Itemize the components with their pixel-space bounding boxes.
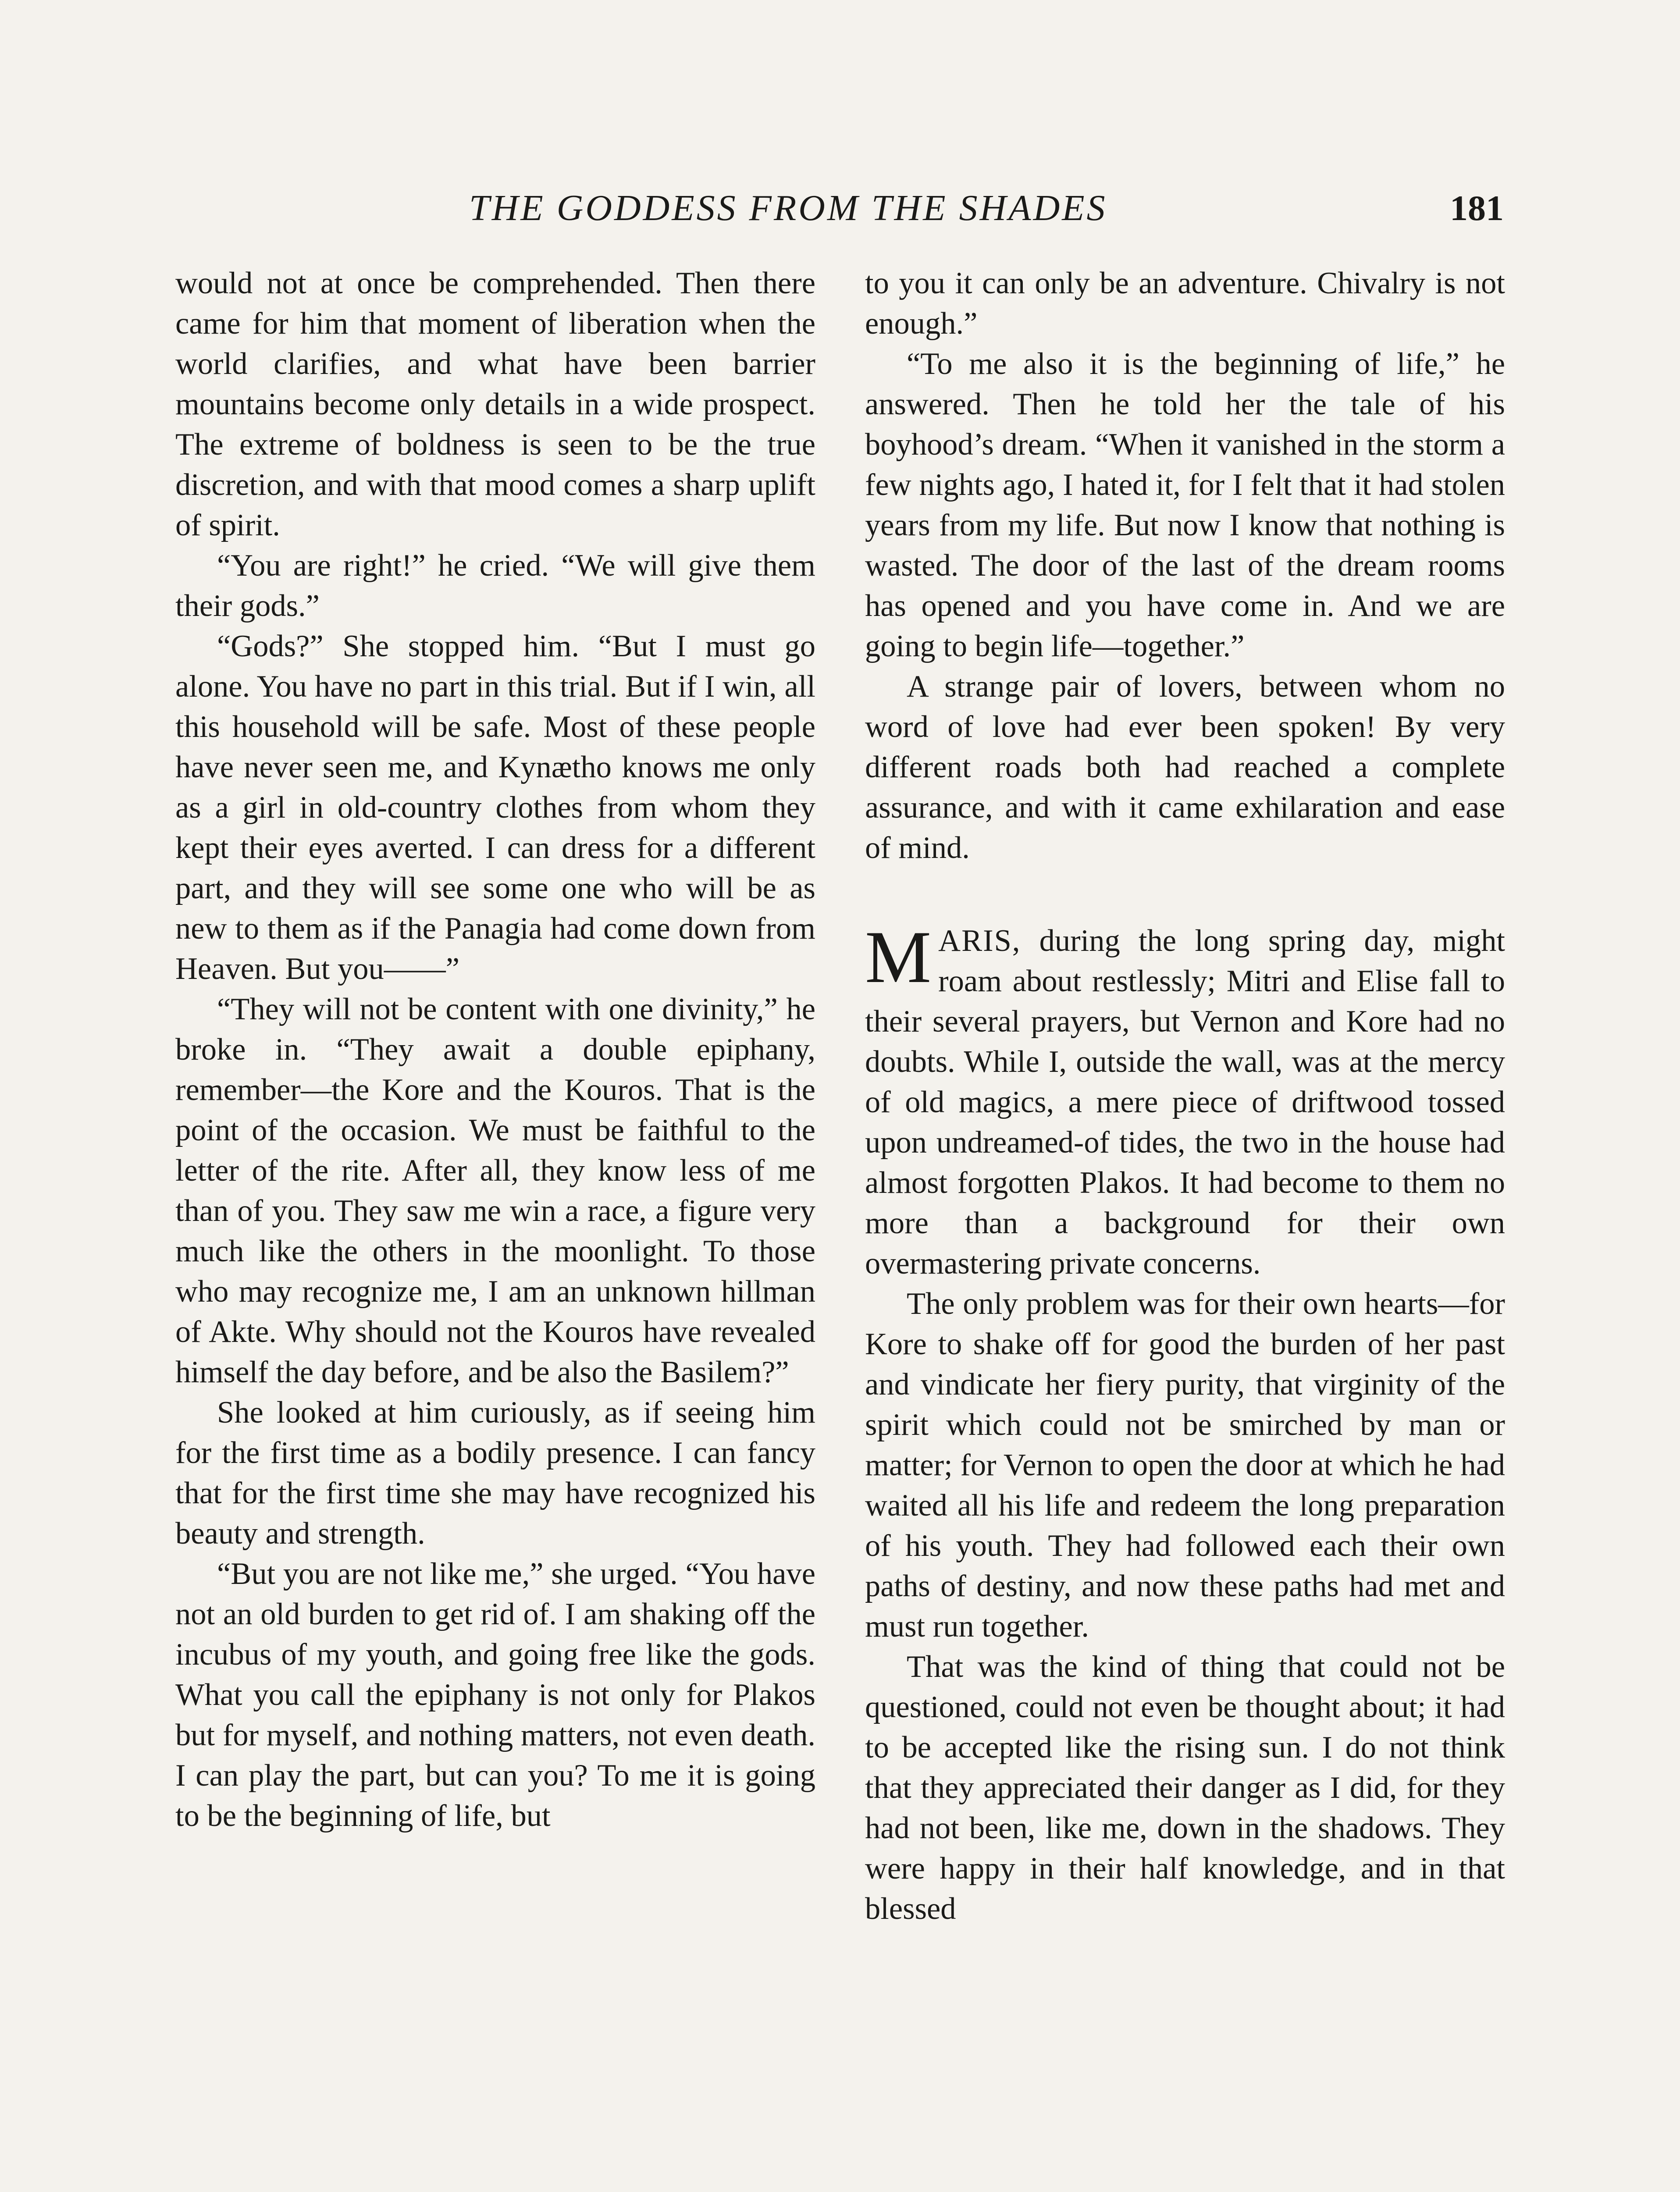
page-number: 181 [1450, 188, 1504, 228]
section-opening-paragraph [865, 916, 1505, 1284]
left-column [175, 263, 815, 1836]
right-column [865, 263, 1505, 1929]
paragraph: That was the kind of thing that could not be questioned, could not even be thought about; it had to be accepted like the rising sun. I do not think that they appreciated their danger as I did, for they had not been, like me, down in the shadows. They were happy in their half knowledge, and in that blessed [865, 1650, 1505, 1926]
drop-cap: M [865, 916, 932, 998]
paragraph: “You are right!” he cried. “We will give them their gods.” [175, 548, 815, 623]
paragraph: A strange pair of lovers, between whom no word of love had ever been spoken! By very different roads both had reached a complete assurance, and with it came exhilaration and ease of mind. [865, 669, 1505, 865]
section-break [865, 868, 1505, 921]
small-caps-lead: ARIS, [938, 924, 1021, 958]
paragraph-text: during the long spring day, might roam about restlessly; Mitri and Elise fall to their several prayers, but Vernon and Kore had no doubts. While I, outside the wall, was at the mercy of old magics, a mere piece of driftwood tossed upon undreamed-of tides, the two in the house had almost forgotten Plakos. It had become to them no more than a background for their own overmastering private concerns. [865, 924, 1505, 1281]
paragraph: She looked at him curiously, as if seeing him for the first time as a bodily presence. I can fancy that for the first time she may have recognized his beauty and strength. [175, 1395, 815, 1551]
paragraph: “They will not be content with one divinity,” he broke in. “They await a double epiphany, remember—the Kore and the Kouros. That is the point of the occasion. We must be faithful to the letter of the rite. After all, they know less of me than of you. They saw me win a race, a figure very much like the others in the moonlight. To those who may recognize me, I am an unknown hillman of Akte. Why should not the Kouros have revealed himself the day before, and be also the Basilem?” [175, 992, 815, 1389]
running-head [469, 184, 1504, 232]
paragraph: would not at once be comprehended. Then there came for him that moment of liberation when the world clarifies, and what have been barrier mountains become only details in a wide prospect. The extreme of boldness is seen to be the true discretion, and with that mood comes a sharp uplift of spirit. [175, 266, 815, 542]
running-title: THE GODDESS FROM THE SHADES [469, 188, 1107, 228]
paragraph: “But you are not like me,” she urged. “You have not an old burden to get rid of. I am shaking off the incubus of my youth, and going free like the gods. What you call the epiphany is not only for Plakos but for myself, and nothing matters, not even death. I can play the part, but can you? To me it is going to be the beginning of life, but [175, 1557, 815, 1833]
paragraph: The only problem was for their own hearts—for Kore to shake off for good the burden of her past and vindicate her fiery purity, that virginity of the spirit which could not be smirched by man or matter; for Vernon to open the door at which he had waited all his life and redeem the long preparation of his youth. They had followed each their own paths of destiny, and now these paths had met and must run together. [865, 1287, 1505, 1644]
paragraph: “Gods?” She stopped him. “But I must go alone. You have no part in this trial. But if I win, all this household will be safe. Most of these people have never seen me, and Kynætho knows me only as a girl in old-country clothes from whom they kept their eyes averted. I can dress for a different part, and they will see some one who will be as new to them as if the Panagia had come down from Heaven. But you——” [175, 629, 815, 986]
paragraph: to you it can only be an adventure. Chivalry is not enough.” [865, 266, 1505, 341]
paragraph: “To me also it is the beginning of life,” he answered. Then he told her the tale of his boyhood’s dream. “When it vanished in the storm a few nights ago, I hated it, for I felt that it had stolen years from my life. But now I know that nothing is wasted. The door of the last of the dream rooms has opened and you have come in. And we are going to begin life—together.” [865, 347, 1505, 663]
